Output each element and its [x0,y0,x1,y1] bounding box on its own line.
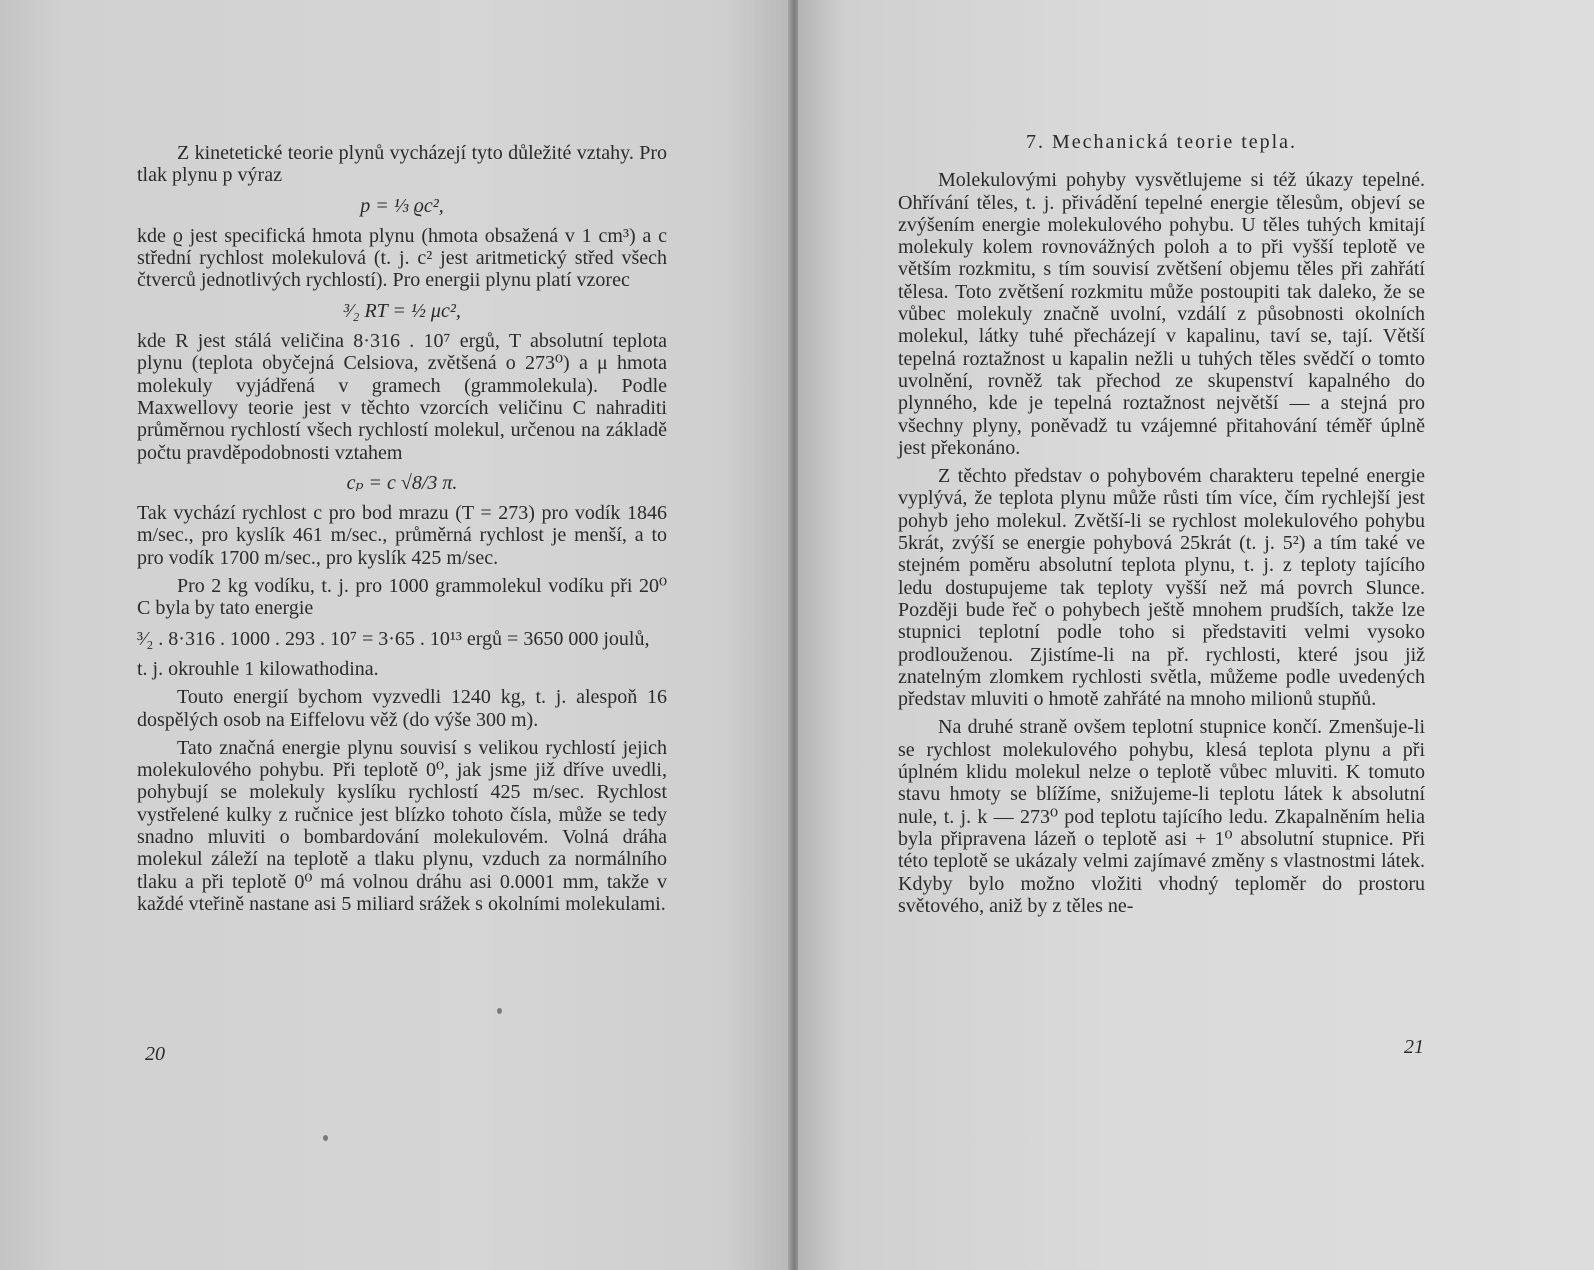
paragraph: kde ϱ jest specifická hmota plynu (hmota obsažená v 1 cm³) a c střední rychlost molekulová (t. j. c² jest aritmetický střed všech čtverců jednotlivých rychlostí). Pro energii plynu platí vzorec [137,224,667,292]
paragraph: Z kinetetické teorie plynů vycházejí tyto důležité vztahy. Pro tlak plynu p výraz [137,142,667,187]
paragraph: Z těchto představ o pohybovém charakteru tepelné energie vyplývá, že teplota plynu může růsti tím více, čím rychlejší jest pohyb jeho molekul. Zvětší-li se rychlost molekulového pohybu 5krát, zvýší se energie pohybová 25krát (t. j. 5²) a tím také ve stejném poměru absolutní teplota plynu, t. j. z teploty tajícího ledu dostupujeme tak teploty vyšší než má povrch Slunce. Později bude řeč o pohybech ještě mnohem prudších, takže lze stupnici teplotní podle toho si představiti velmi vysoko prodlouženou. Zjistíme-li na př. rychlosti, které jsou již znatelným zlomkem rychlosti světla, můžeme podle uvedených představ mluviti o hmotě zahřáté na mnoho milionů stupňů. [898,465,1425,711]
paper-speck [323,1135,328,1141]
left-page [0,0,790,1270]
right-text-column [898,131,1425,917]
paragraph: Pro 2 kg vodíku, t. j. pro 1000 grammolekul vodíku při 20⁰ C byla by tato energie [137,575,667,620]
formula-mean-velocity: cₚ = c √8/3 π. [346,471,458,494]
formula-energy: ³⁄₂ RT = ½ μc², [343,299,461,322]
formula-hydrogen-energy: ³⁄₂ . 8·316 . 1000 . 293 . 10⁷ = 3·65 . 10¹³ ergů = 3650 000 joulů, [137,627,650,650]
page-number: 20 [145,1043,165,1065]
paragraph: Tato značná energie plynu souvisí s velikou rychlostí jejich molekulového pohybu. Při teplotě 0⁰, jak jsme již dříve uvedli, pohybují se molekuly kyslíku rychlostí 425 m/sec. Rychlost vystřelené kulky z ručnice jest blízko tohoto čísla, může se tedy snadno mluviti o bombardování molekulovém. Volná dráha molekul záleží na teplotě a tlaku plynu, vzduch za normálního tlaku a při teplotě 0⁰ má volnou dráhu asi 0.0001 mm, takže v každé vteřině nastane asi 5 miliard srážek s okolními molekulami. [137,736,667,915]
paragraph: t. j. okrouhle 1 kilowathodina. [137,657,379,680]
formula-pressure: p = ⅓ ϱc², [360,194,444,217]
chapter-heading: 7. Mechanická teorie tepla. [1025,131,1298,153]
paper-speck [497,1008,502,1014]
page-number: 21 [1404,1036,1424,1058]
paragraph: Na druhé straně ovšem teplotní stupnice končí. Zmenšuje-li se rychlost molekulového pohybu, klesá teplota plynu a při úplném klidu molekul nelze o teplotě vůbec mluviti. K tomuto stavu hmoty se blížíme, snižujeme-li teplotu látek k absolutní nule, t. j. k — 273⁰ pod teplotu tajícího ledu. Zkapalněním helia byla připravena lázeň o teplotě asi + 1⁰ absolutní stupnice. Při této teplotě se ukázaly velmi zajímavé změny s vlastnostmi látek. Kdyby bylo možno vložiti vhodný teploměr do prostoru světového, aniž by z těles ne- [898,716,1425,917]
paragraph: Tak vychází rychlost c pro bod mrazu (T = 273) pro vodík 1846 m/sec., pro kyslík 461 m/sec., průměrná rychlost je menší, a to pro vodík 1700 m/sec., pro kyslík 425 m/sec. [137,502,667,569]
paragraph: kde R jest stálá veličina 8·316 . 10⁷ ergů, T absolutní teplota plynu (teplota obyčejná Celsiova, zvětšená o 273⁰) a μ hmota molekuly vyjádřená v gramech (grammolekula). Podle Maxwellovy teorie jest v těchto vzorcích veličinu C nahraditi průměrnou rychlostí všech rychlostí molekul, určenou na základě počtu pravděpodobnosti vztahem [137,330,667,464]
paragraph: Touto energií bychom vyzvedli 1240 kg, t. j. alespoň 16 dospělých osob na Eiffelovu věž (do výše 300 m). [137,686,667,731]
right-page [798,0,1594,1270]
paragraph: Molekulovými pohyby vysvětlujeme si též úkazy tepelné. Ohřívání těles, t. j. přivádění tepelné energie tělesům, objeví se zvýšením energie molekulového pohybu. U těles tuhých kmitají molekuly kolem rovnovážných poloh a to při vyšší teplotě ve větším rozkmitu, s tím souvisí zvětšení objemu těles při zahřátí tělesa. Toto zvětšení rozkmitu může postoupiti tak daleko, že se vůbec molekuly značně uvolní, vzdálí z působnosti okolních molekul, látky tuhé přecházejí v kapalinu, taví se, tají. Větší tepelná roztažnost u kapalin nežli u tuhých těles svědčí o tomto uvolnění, rovněž tak přechod ze skupenství kapalného do plynného, kde je tepelná roztažnost největší — a stejná pro všechny plyny, poněvadž tu vzájemné přitahování téměř úplně jest překonáno. [898,169,1425,459]
left-text-column [137,142,667,915]
